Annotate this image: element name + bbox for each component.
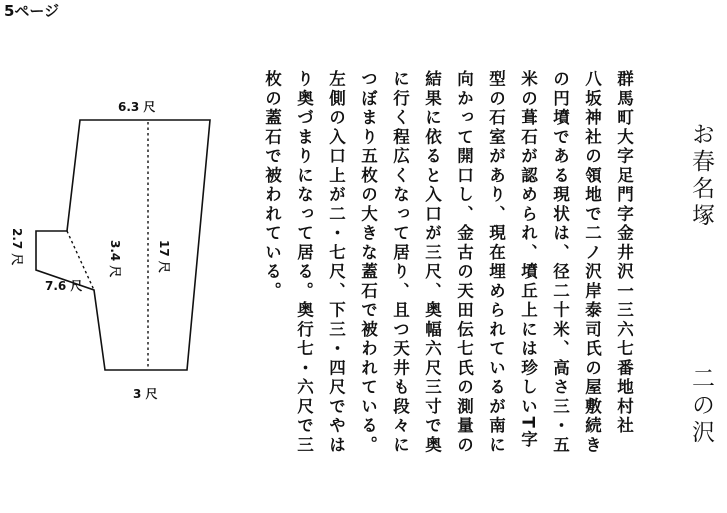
body-line: 米の葺石が認められ、墳丘上には珍しいT字 (518, 70, 538, 450)
body-line: の円墳である現状は、径二十米、高さ三・五 (550, 70, 570, 455)
label-side-upper: 2.7 尺 (10, 228, 24, 266)
label-bottom-width: 3 尺 (133, 387, 158, 401)
body-line: 八坂神社の領地で二ノ沢岸泰司氏の屋敷続き (582, 70, 602, 455)
body-line: に行く程広くなって居り、且つ天井も段々に (390, 70, 410, 455)
body-line: り奥づまりになって居る。奥行七・六尺で三 (294, 70, 314, 455)
page-number: 5ページ (4, 2, 60, 20)
label-side-lower: 3.4 尺 (108, 240, 122, 278)
chamber-outline (36, 120, 210, 370)
subtitle: 二の沢 (688, 366, 714, 447)
body-line: 結果に依ると入口が三尺、奥幅六尺三寸で奥 (422, 70, 442, 455)
body-line: 左側の入口上が二・七尺、下三・四尺でやは (326, 70, 346, 455)
title: お春名塚 (688, 122, 714, 230)
body-line: 群馬町大字足門字金井沢一三六七番地村社 (614, 70, 634, 436)
label-top-width: 6.3 尺 (118, 100, 156, 114)
body-line: 型の石室があり、現在埋められているが南に (486, 70, 506, 455)
body-line: 枚の蓋石で被われている。 (262, 70, 282, 301)
label-side-depth: 7.6 尺 (45, 279, 83, 293)
label-length: 17 尺 (157, 240, 171, 273)
body-line: 向かって開口し、金古の天田伝七氏の測量の (454, 70, 474, 455)
body-line: つぼまり五枚の大きな蓋石で被われている。 (358, 70, 378, 455)
